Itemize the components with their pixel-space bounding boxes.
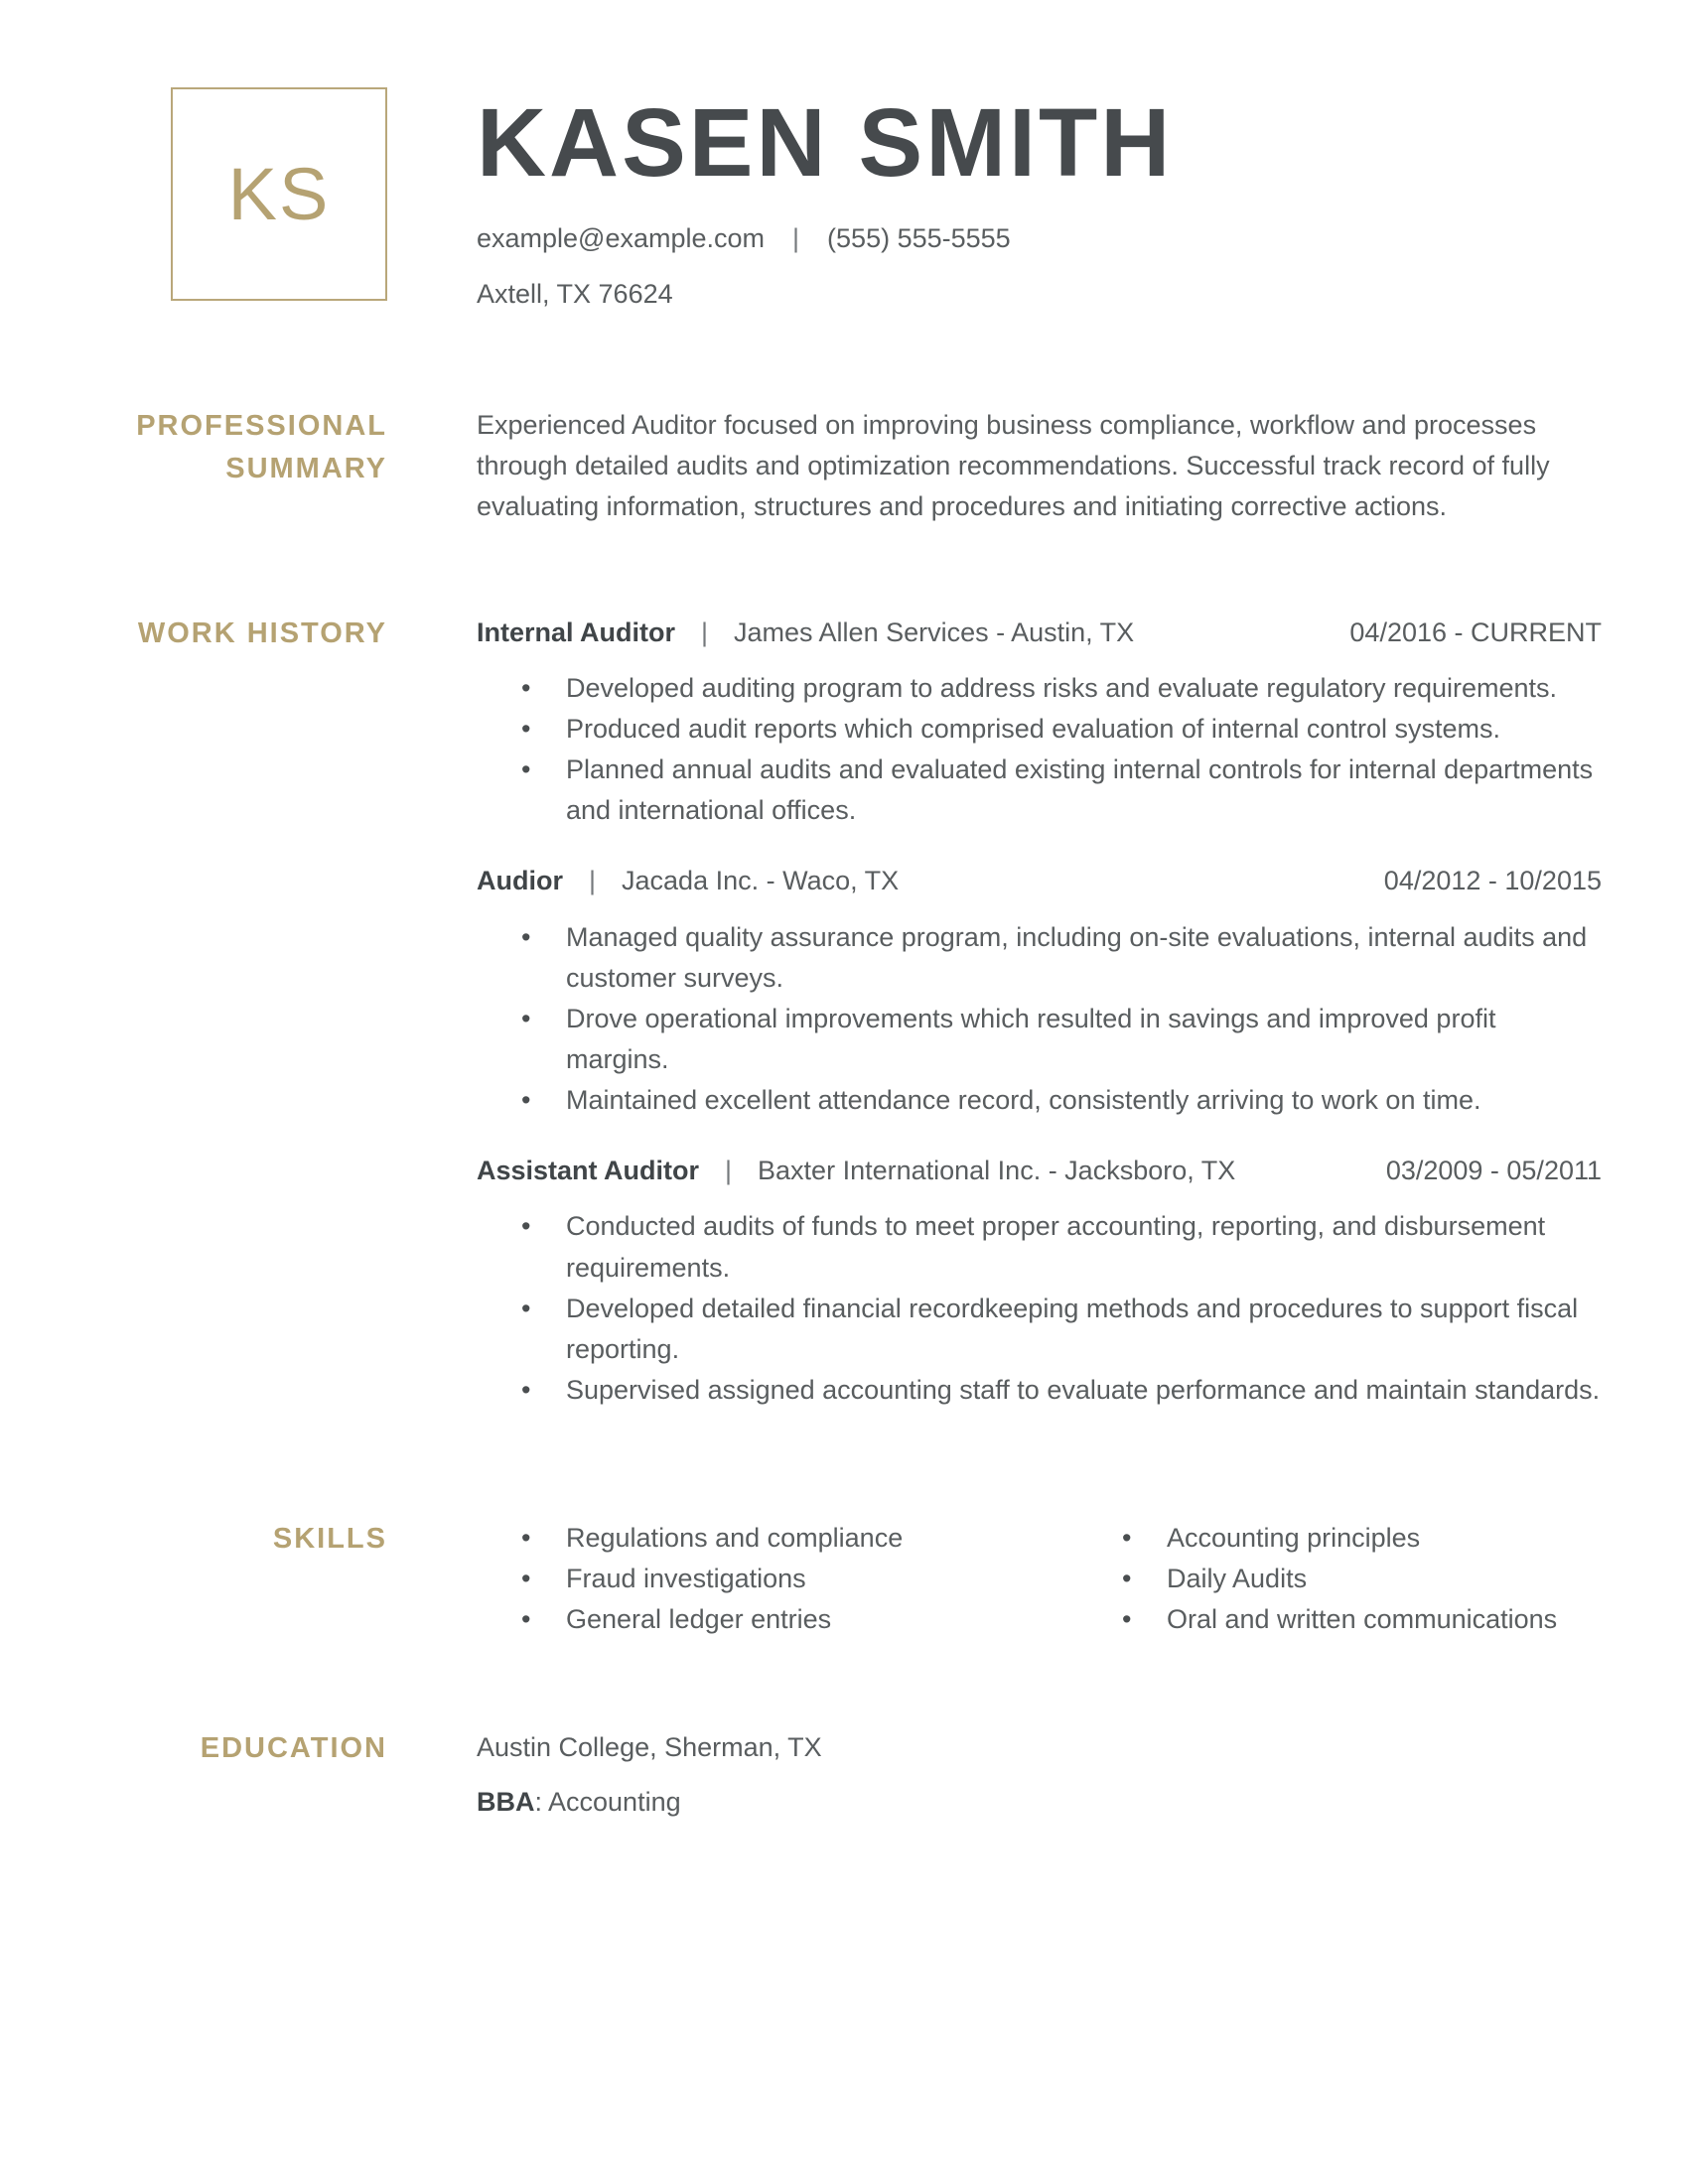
job-entry	[477, 861, 1602, 1121]
job-title: Internal Auditor	[477, 616, 675, 647]
skills-label: SKILLS	[272, 1522, 387, 1555]
degree-label: BBA	[477, 1786, 535, 1817]
person-name: KASEN SMITH	[477, 88, 1174, 197]
skills-column-2	[1077, 1518, 1602, 1640]
contact-line	[477, 220, 1688, 258]
job-title-separator: |	[701, 616, 709, 647]
job-bullet-list	[477, 668, 1602, 831]
skill-item: • Oral and written communications	[1077, 1599, 1602, 1640]
job-bullet: • Produced audit reports which comprised evaluation of internal control systems.	[477, 709, 1602, 750]
skill-item: • Regulations and compliance	[477, 1518, 1077, 1559]
summary-text: Experienced Auditor focused on improving business compliance, workflow and processes through detailed audits and optimization recommendations. Successful track record of fully evaluating information, structures and procedures and initiating corrective actions.	[477, 409, 1550, 521]
job-title-separator: |	[589, 866, 597, 896]
job-bullet: • Conducted audits of funds to meet proper accounting, reporting, and disbursement requirements.	[477, 1206, 1602, 1288]
skill-item: • Accounting principles	[1077, 1518, 1602, 1559]
monogram-initials: KS	[227, 153, 331, 235]
section-professional-summary	[0, 405, 1688, 527]
monogram-box	[171, 87, 387, 301]
section-work-history	[0, 613, 1688, 1411]
job-header	[477, 1151, 1602, 1191]
header-text	[477, 88, 1688, 314]
job-bullet: • Developed detailed financial recordkeeping methods and procedures to support fiscal reporting.	[477, 1289, 1602, 1370]
skills-grid	[477, 1518, 1602, 1640]
summary-label-line1: PROFESSIONAL	[136, 409, 387, 442]
job-title-separator: |	[725, 1155, 733, 1185]
job-dates: 04/2012 - 10/2015	[1383, 866, 1602, 896]
job-bullet-list	[477, 1206, 1602, 1410]
job-dates: 03/2009 - 05/2011	[1385, 1155, 1602, 1185]
education-degree	[477, 1782, 1602, 1823]
skills-column-1	[477, 1518, 1077, 1640]
skill-item: • Daily Audits	[1077, 1559, 1602, 1599]
job-bullet: • Managed quality assurance program, including on-site evaluations, internal audits and customer surveys.	[477, 917, 1602, 999]
contact-separator: |	[792, 223, 800, 253]
job-header	[477, 613, 1602, 653]
section-education	[0, 1727, 1688, 1823]
header	[0, 0, 1688, 314]
job-entry	[477, 1151, 1602, 1411]
job-company: Baxter International Inc. - Jacksboro, TX	[758, 1155, 1236, 1185]
job-bullet-list	[477, 917, 1602, 1121]
job-dates: 04/2016 - CURRENT	[1349, 616, 1602, 647]
skill-item: • General ledger entries	[477, 1599, 1077, 1640]
job-company: James Allen Services - Austin, TX	[734, 616, 1135, 647]
section-skills	[0, 1518, 1688, 1640]
job-bullet: • Developed auditing program to address risks and evaluate regulatory requirements.	[477, 668, 1602, 709]
education-label: EDUCATION	[200, 1731, 387, 1764]
phone-text: (555) 555-5555	[827, 223, 1011, 253]
work-history-label: WORK HISTORY	[137, 616, 387, 649]
job-bullet: • Supervised assigned accounting staff to evaluate performance and maintain standards.	[477, 1370, 1602, 1411]
summary-label-line2: SUMMARY	[225, 453, 387, 485]
job-company: Jacada Inc. - Waco, TX	[622, 866, 900, 896]
job-entry	[477, 613, 1602, 832]
summary-label	[0, 405, 387, 527]
email-text: example@example.com	[477, 223, 766, 253]
job-bullet: • Planned annual audits and evaluated existing internal controls for internal departments and international offices.	[477, 750, 1602, 831]
education-school: Austin College, Sherman, TX	[477, 1731, 822, 1762]
address-text: Axtell, TX 76624	[477, 278, 673, 309]
job-bullet: • Drove operational improvements which resulted in savings and improved profit margins.	[477, 999, 1602, 1080]
job-header	[477, 861, 1602, 901]
skill-item: • Fraud investigations	[477, 1559, 1077, 1599]
job-title: Audior	[477, 866, 563, 896]
job-bullet: • Maintained excellent attendance record, consistently arriving to work on time.	[477, 1080, 1602, 1121]
degree-field: : Accounting	[534, 1786, 681, 1817]
job-title: Assistant Auditor	[477, 1155, 700, 1185]
